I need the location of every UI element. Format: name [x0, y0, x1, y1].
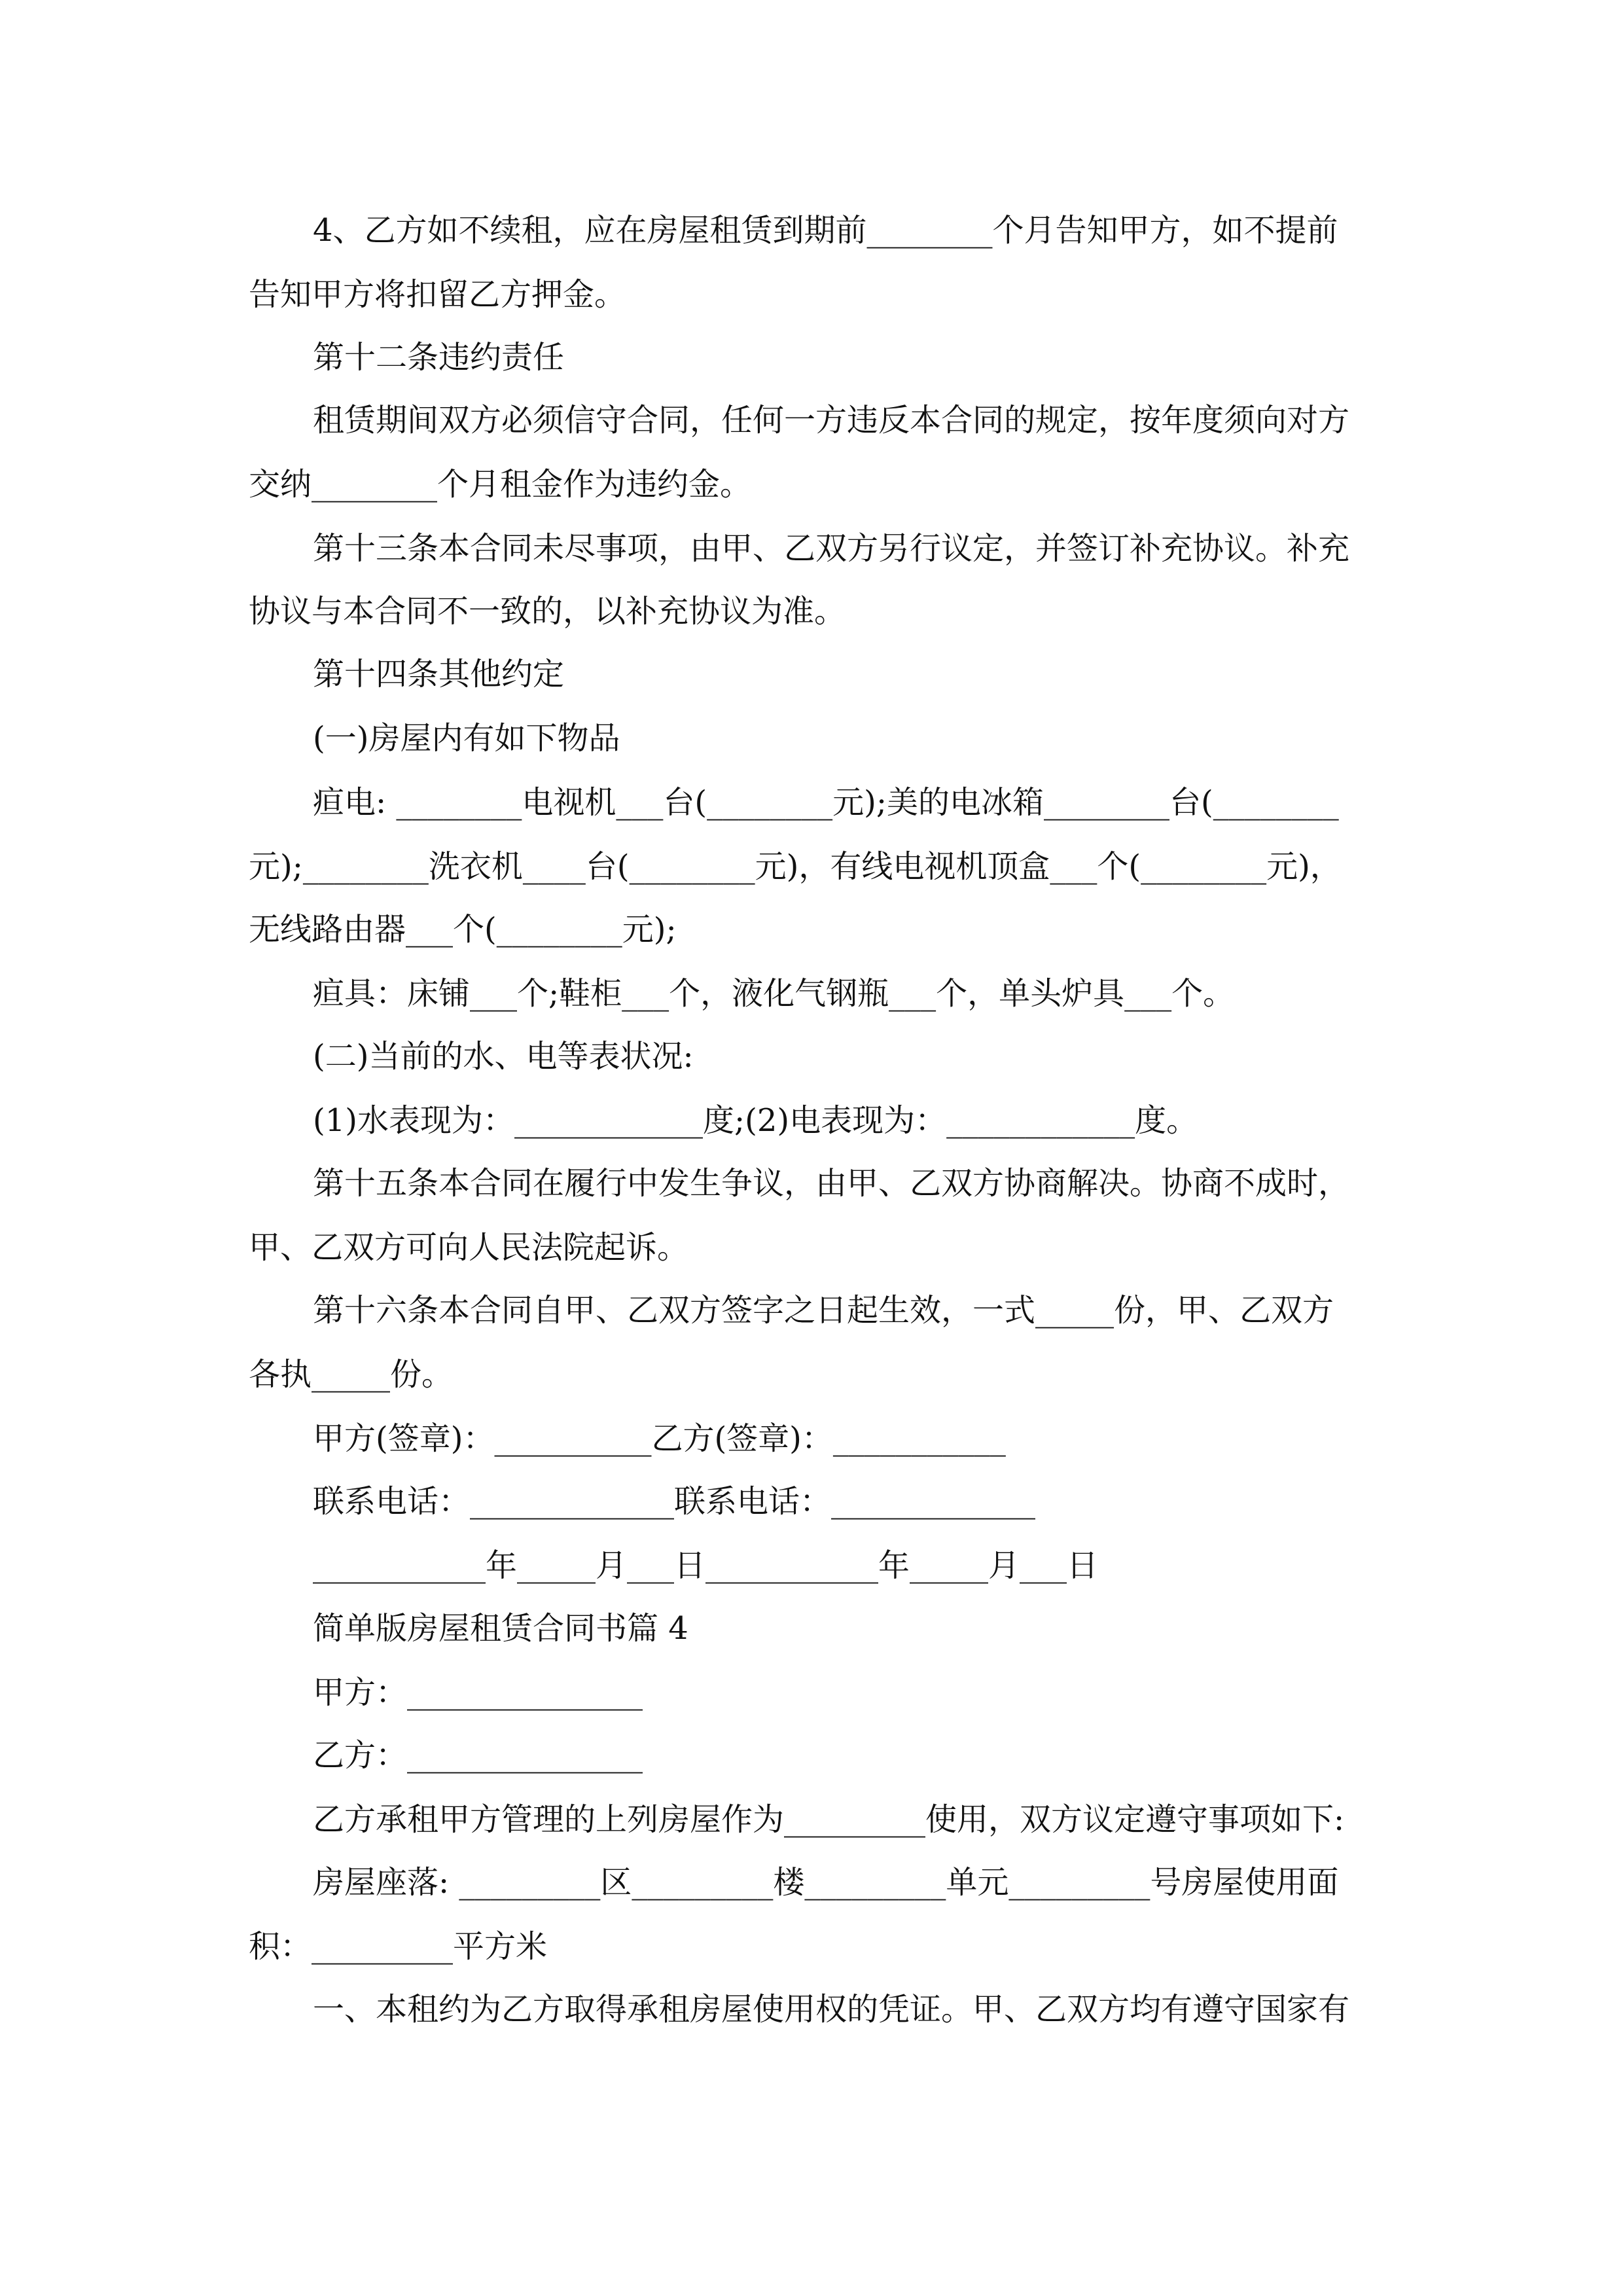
party-a-line: 甲方：_______________: [313, 1674, 643, 1711]
text-line: 协议与本合同不一致的，以补充协议为准。: [249, 593, 846, 630]
section-heading: 第十二条违约责任: [313, 339, 565, 376]
text-line: 元);________洗衣机____台(________元)，有线电视机顶盒___个(________元)，: [249, 848, 1342, 885]
text-line: 甲、乙双方可向人民法院起诉。: [249, 1229, 689, 1266]
text-line: 4、乙方如不续租，应在房屋租赁到期前________个月告知甲方，如不提前: [313, 212, 1338, 249]
signature-line: 甲方(签章)：__________乙方(签章)：___________: [313, 1420, 1006, 1457]
contact-line: 联系电话：_____________联系电话：_____________: [313, 1483, 1036, 1520]
text-line: 积：_________平方米: [249, 1928, 548, 1965]
text-line: 告知甲方将扣留乙方押金。: [249, 276, 626, 313]
text-line: (二)当前的水、电等表状况:: [313, 1038, 694, 1075]
text-line: (一)房屋内有如下物品: [313, 720, 620, 757]
text-line: 第十五条本合同在履行中发生争议，由甲、乙双方协商解决。协商不成时，: [313, 1165, 1350, 1202]
text-line: (1)水表现为：____________度;(2)电表现为：____________度。: [313, 1102, 1198, 1139]
text-line: 乙方承租甲方管理的上列房屋作为_________使用，双方议定遵守事项如下:: [313, 1801, 1345, 1838]
text-line: 疸电: ________电视机___台(________元);美的电冰箱________台(________: [313, 784, 1339, 821]
section-title: 简单版房屋租赁合同书篇 4: [313, 1610, 688, 1647]
date-line: ___________年_____月___日___________年_____月___日: [313, 1547, 1099, 1584]
party-b-line: 乙方：_______________: [313, 1737, 643, 1774]
section-heading: 第十四条其他约定: [313, 656, 565, 692]
text-line: 租赁期间双方必须信守合同，任何一方违反本合同的规定，按年度须向对方: [313, 402, 1350, 439]
text-line: 各执_____份。: [249, 1356, 454, 1393]
text-line: 交纳________个月租金作为违约金。: [249, 466, 752, 503]
text-line: 第十三条本合同未尽事项，由甲、乙双方另行议定，并签订补充协议。补充: [313, 530, 1350, 567]
text-line: 疸具：床铺___个;鞋柜___个，液化气钢瓶___个，单头炉具___个。: [313, 975, 1235, 1012]
text-line: 第十六条本合同自甲、乙双方签字之日起生效，一式_____份，甲、乙双方: [313, 1292, 1334, 1329]
text-line: 房屋座落: _________区_________楼_________单元_________号房屋使用面: [313, 1864, 1339, 1901]
text-line: 一、本租约为乙方取得承租房屋使用权的凭证。甲、乙双方均有遵守国家有: [313, 1991, 1350, 2028]
text-line: 无线路由器___个(________元);: [249, 911, 677, 948]
